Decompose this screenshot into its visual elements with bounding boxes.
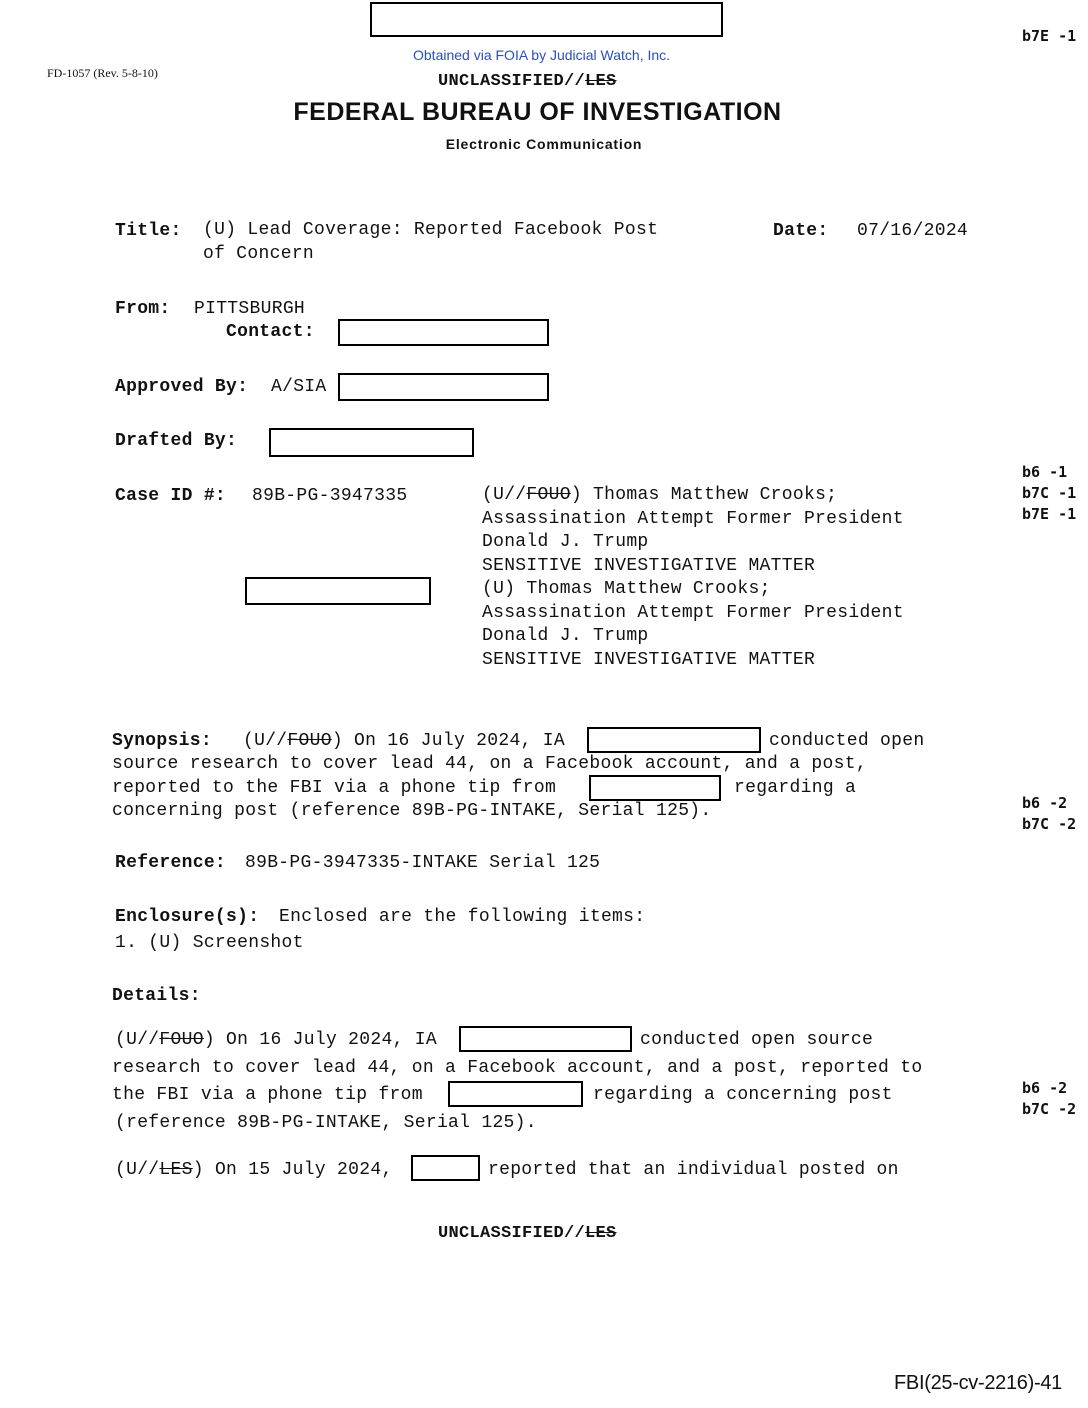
redaction-box-case — [245, 577, 431, 605]
details-prefix: (U// — [115, 1030, 160, 1050]
redaction-box-approved — [338, 373, 549, 401]
exemption-code: b6 -1 — [1022, 463, 1068, 481]
classification-footer — [438, 1224, 617, 1243]
classification-prefix: UNCLASSIFIED// — [438, 1224, 586, 1243]
details-p2-prefix: (U// — [115, 1160, 160, 1180]
synopsis-line-3: reported to the FBI via a phone tip from — [112, 778, 557, 798]
case-caption-line-1 — [482, 484, 904, 508]
synopsis-line-3-end: regarding a — [734, 778, 857, 798]
redaction-box-details-ia — [459, 1026, 632, 1052]
details-p1-line-2: research to cover lead 44, on a Facebook account, and a post, reported to — [112, 1058, 923, 1078]
synopsis-prefix: (U// — [243, 731, 288, 751]
from-value: PITTSBURGH — [194, 299, 306, 319]
redaction-box-synopsis-tipster — [589, 775, 721, 801]
title-value — [203, 219, 658, 266]
contact-label: Contact: — [226, 322, 315, 342]
from-label: From: — [115, 299, 171, 319]
exemption-code: b7C -2 — [1022, 815, 1077, 833]
case-caption — [482, 484, 904, 672]
date-label: Date: — [773, 221, 829, 241]
synopsis-line-2: source research to cover lead 44, on a Facebook account, and a post, — [112, 754, 867, 774]
case-caption-line-8: SENSITIVE INVESTIGATIVE MATTER — [482, 649, 816, 670]
redaction-box-details-reporter — [411, 1155, 480, 1181]
synopsis-label: Synopsis: — [112, 731, 212, 751]
classification-header — [438, 72, 617, 91]
details-label: Details: — [112, 986, 201, 1006]
exemption-group-3 — [1022, 1078, 1076, 1120]
caption-fouo: FOUO — [526, 485, 571, 505]
details-p1-line-1 — [115, 1030, 437, 1050]
reference-value: 89B-PG-3947335-INTAKE Serial 125 — [245, 853, 601, 873]
details-fouo: FOUO — [159, 1030, 204, 1050]
title-label: Title: — [115, 221, 182, 241]
case-caption-line-3: Donald J. Trump — [482, 532, 649, 552]
case-caption-line-7: Donald J. Trump — [482, 626, 649, 646]
details-p2-les: LES — [159, 1160, 193, 1180]
exemption-group-1 — [1022, 462, 1076, 525]
details-text: ) On 16 July 2024, IA — [203, 1030, 437, 1050]
details-p2-text: ) On 15 July 2024, — [192, 1160, 393, 1180]
exemption-code: b6 -2 — [1022, 1079, 1068, 1097]
enclosures-label: Enclosure(s): — [115, 907, 260, 927]
exemption-group-2 — [1022, 793, 1076, 835]
synopsis-fouo: FOUO — [287, 731, 332, 751]
details-p1-line-3-end: regarding a concerning post — [593, 1085, 893, 1105]
foia-note: Obtained via FOIA by Judicial Watch, Inc. — [413, 47, 671, 63]
synopsis-line-1 — [243, 731, 565, 751]
synopsis-line-1-end: conducted open — [769, 731, 925, 751]
redaction-box-synopsis-ia — [587, 727, 761, 753]
agency-title: FEDERAL BUREAU OF INVESTIGATION — [293, 98, 782, 126]
redaction-box-contact — [338, 319, 549, 346]
bates-number: FBI(25-cv-2216)-41 — [894, 1372, 1062, 1394]
details-p1-line-1-end: conducted open source — [640, 1030, 874, 1050]
details-p1-line-3: the FBI via a phone tip from — [112, 1085, 423, 1105]
details-p2-line-1 — [115, 1160, 393, 1180]
exemption-code: b6 -2 — [1022, 794, 1068, 812]
reference-label: Reference: — [115, 853, 227, 873]
redaction-box-details-tipster — [448, 1081, 583, 1107]
case-id-label: Case ID #: — [115, 486, 227, 506]
classification-caveat: LES — [585, 72, 617, 91]
exemption-code-top: b7E -1 — [1022, 27, 1077, 45]
case-caption-line-2: Assassination Attempt Former President — [482, 508, 904, 529]
details-p1-line-4: (reference 89B-PG-INTAKE, Serial 125). — [115, 1113, 537, 1133]
details-p2-line-1-end: reported that an individual posted on — [488, 1160, 899, 1180]
case-caption-line-6: Assassination Attempt Former President — [482, 602, 904, 623]
title-line-2: of Concern — [203, 243, 315, 264]
redaction-box-top — [370, 2, 723, 37]
approved-by-label: Approved By: — [115, 377, 249, 397]
classification-caveat: LES — [585, 1224, 617, 1243]
title-line-1: (U) Lead Coverage: Reported Facebook Post — [203, 220, 659, 240]
enclosure-item: 1. (U) Screenshot — [115, 933, 304, 953]
exemption-code: b7C -2 — [1022, 1100, 1077, 1118]
case-caption-line-5: (U) Thomas Matthew Crooks; — [482, 579, 771, 599]
case-caption-line-4: SENSITIVE INVESTIGATIVE MATTER — [482, 555, 816, 576]
drafted-by-label: Drafted By: — [115, 431, 238, 451]
document-type: Electronic Communication — [445, 136, 643, 152]
case-id-value: 89B-PG-3947335 — [252, 486, 408, 506]
caption-prefix: (U// — [482, 485, 527, 505]
date-value: 07/16/2024 — [857, 221, 969, 241]
synopsis-line-4: concerning post (reference 89B-PG-INTAKE, Serial 125). — [112, 801, 712, 821]
exemption-code: b7C -1 — [1022, 484, 1077, 502]
classification-prefix: UNCLASSIFIED// — [438, 72, 586, 91]
approved-by-value: A/SIA — [271, 377, 327, 397]
enclosures-intro: Enclosed are the following items: — [279, 907, 646, 927]
redaction-box-drafted — [269, 428, 474, 457]
synopsis-text: ) On 16 July 2024, IA — [331, 731, 565, 751]
caption-subject: ) Thomas Matthew Crooks; — [570, 485, 838, 505]
form-id: FD-1057 (Rev. 5-8-10) — [47, 66, 158, 80]
exemption-code: b7E -1 — [1022, 505, 1077, 523]
